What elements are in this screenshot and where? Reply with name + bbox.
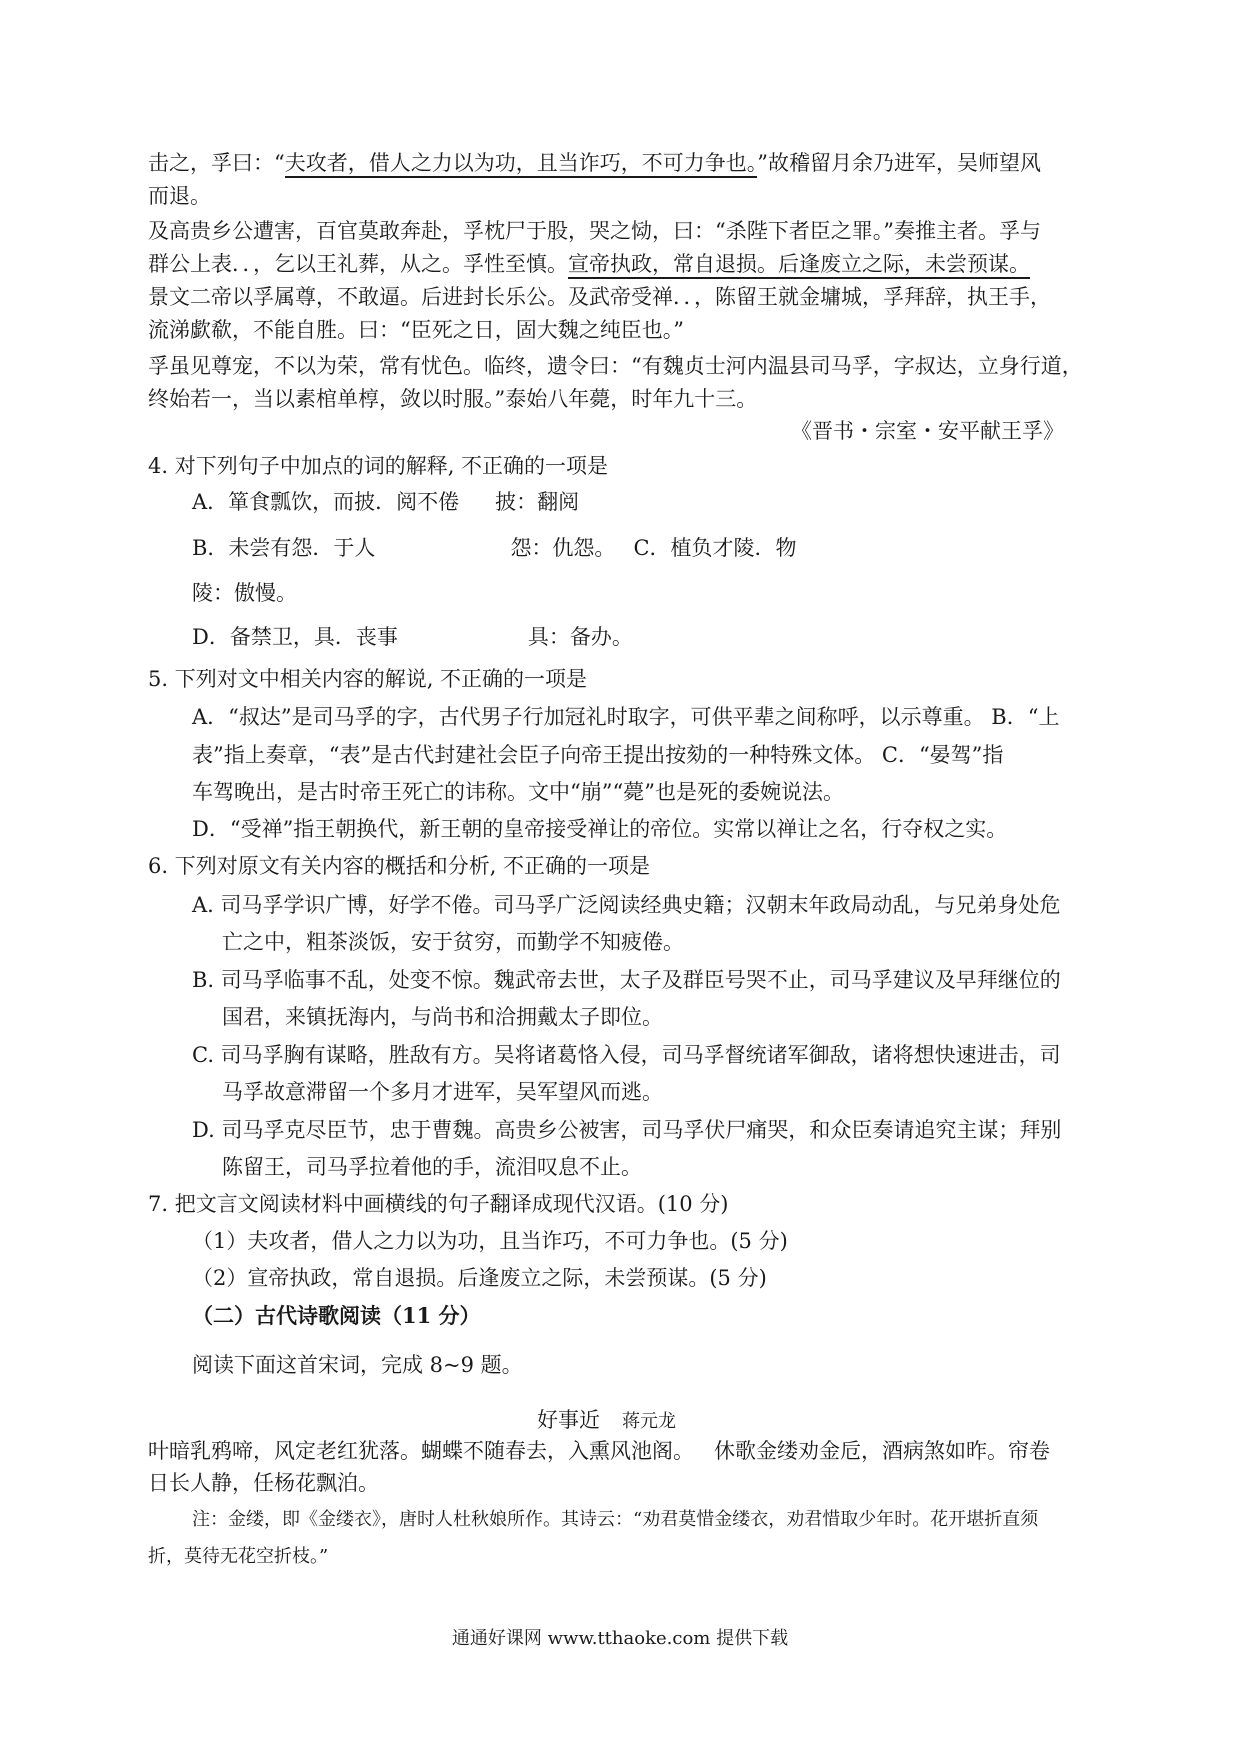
passage-line: 终始若一，当以素棺单椁，敛以时服。”泰始八年薨，时年九十三。 [148, 387, 758, 411]
poem-text: 休歌金缕劝金卮，酒病煞如昨。帘卷 [714, 1439, 1050, 1463]
poem-line [148, 1436, 1050, 1466]
q7-sentence-2: （2）宣帝执政，常自退损。后逢废立之际，未尝预谋。(5 分) [192, 1266, 767, 1290]
passage-line [148, 148, 1041, 178]
passage-line [148, 249, 1030, 279]
passage-line: 孚虽见尊宠，不以为荣，常有忧色。临终，遗令曰：“有魏贞士河内温县司马孚，字叔达，立身行道， [148, 354, 1083, 378]
poem-line: 日长人静，任杨花飘泊。 [148, 1471, 379, 1495]
q6-option-d-cont: 陈留王，司马孚拉着他的手，流泪叹息不止。 [222, 1155, 642, 1179]
q7-sentence-1: （1）夫攻者，借人之力以为功，且当诈巧，不可力争也。(5 分) [192, 1229, 788, 1253]
passage-text: 击之，孚曰：“ [148, 151, 285, 175]
question-6-stem: 6. 下列对原文有关内容的概括和分析, 不正确的一项是 [148, 854, 651, 878]
section-instruction: 阅读下面这首宋词，完成 8~9 题。 [192, 1353, 523, 1377]
q6-option-c-cont: 马孚故意滞留一个多月才进军，吴军望风而逃。 [222, 1080, 663, 1104]
poem-note: 注：金缕，即《金缕衣》，唐时人杜秋娘所作。其诗云：“劝君莫惜金缕衣，劝君惜取少年时。花开堪折直须 [192, 1509, 1039, 1530]
option-explanation: 具：备办。 [527, 625, 633, 649]
poem-author: 蒋元龙 [622, 1411, 676, 1432]
q4-option-a [192, 487, 579, 517]
q6-option-b-cont: 国君，来镇抚海内，与尚书和洽拥戴太子即位。 [222, 1005, 663, 1029]
q4-option-d [192, 622, 633, 652]
passage-line: 流涕歔欷，不能自胜。曰：“臣死之日，固大魏之纯臣也。” [148, 318, 684, 342]
option-text: B．未尝有怨．于人 [192, 536, 376, 560]
q6-option-c: C. 司马孚胸有谋略，胜敌有方。吴将诸葛恪入侵，司马孚督统诸军御敌，诸将想快速进击，司 [192, 1043, 1061, 1067]
passage-text: 群公上表．．，乞以王礼葬，从之。孚性至慎。 [148, 252, 568, 276]
question-5-stem: 5. 下列对文中相关内容的解说, 不正确的一项是 [148, 667, 588, 691]
option-explanation: 怨：仇怨。 [510, 536, 616, 560]
q6-option-b: B. 司马孚临事不乱，处变不惊。魏武帝去世，太子及群臣号哭不止，司马孚建议及早拜继位的 [192, 968, 1061, 992]
passage-line: 景文二帝以孚属尊，不敢逼。后进封长乐公。及武帝受禅．．，陈留王就金墉城，孚拜辞，执王手， [148, 285, 1051, 309]
passage-line: 及高贵乡公遭害，百官莫敢奔赴，孚枕尸于股，哭之恸，曰：“杀陛下者臣之罪。”奏推主者。孚与 [148, 219, 1041, 243]
option-text: C．植负才陵．物 [633, 536, 797, 560]
q5-line: 车驾晚出，是古时帝王死亡的讳称。文中“崩”“薨”也是死的委婉说法。 [192, 780, 844, 804]
question-4-stem: 4. 对下列句子中加点的词的解释, 不正确的一项是 [148, 454, 609, 478]
underlined-sentence-1: 夫攻者，借人之力以为功，且当诈巧，不可力争也。 [285, 151, 758, 178]
q5-line: 表”指上奏章，“表”是古代封建社会臣子向帝王提出按劾的一种特殊文体。 C．“晏驾”指 [192, 743, 1004, 767]
poem-title-line [537, 1405, 676, 1437]
page-footer: 通通好课网 www.tthaoke.com 提供下载 [451, 1628, 789, 1649]
q4-option-c-expl: 陵：傲慢。 [192, 581, 297, 605]
passage-text: ”故稽留月余乃进军，吴师望风 [757, 151, 1041, 175]
q5-line: D．“受禅”指王朝换代，新王朝的皇帝接受禅让的帝位。实常以禅让之名，行夺权之实。 [192, 817, 1008, 841]
question-7-stem: 7. 把文言文阅读材料中画横线的句子翻译成现代汉语。(10 分) [148, 1192, 729, 1216]
q6-option-a: A. 司马孚学识广博，好学不倦。司马孚广泛阅读经典史籍；汉朝末年政局动乱，与兄弟身处危 [192, 893, 1061, 917]
q4-option-b-c [192, 533, 797, 563]
option-explanation: 披：翻阅 [495, 490, 580, 514]
q6-option-d: D. 司马孚克尽臣节，忠于曹魏。高贵乡公被害，司马孚伏尸痛哭，和众臣奏请追究主谋；拜别 [192, 1118, 1062, 1142]
poem-note-cont: 折，莫待无花空折枝。” [148, 1546, 329, 1567]
option-text: D．备禁卫，具．丧事 [192, 625, 398, 649]
q5-line: A．“叔达”是司马孚的字，古代男子行加冠礼时取字，可供平辈之间称呼，以示尊重。 B．“上 [192, 705, 1060, 729]
poem-text: 叶暗乳鸦啼，风定老红犹落。蝴蝶不随春去，入熏风池阁。 [148, 1439, 694, 1463]
underlined-sentence-2: 宣帝执政，常自退损。后逢废立之际，未尝预谋。 [568, 252, 1030, 279]
option-text: A．箪食瓢饮，而披．阅不倦 [192, 490, 460, 514]
passage-line: 而退。 [148, 184, 211, 208]
poem-title: 好事近 [537, 1408, 600, 1432]
section-heading: （二）古代诗歌阅读（11 分） [192, 1303, 481, 1328]
q6-option-a-cont: 亡之中，粗茶淡饭，安于贫穷，而勤学不知疲倦。 [222, 930, 684, 954]
passage-source: 《晋书・宗室・安平献王孚》 [791, 419, 1064, 443]
